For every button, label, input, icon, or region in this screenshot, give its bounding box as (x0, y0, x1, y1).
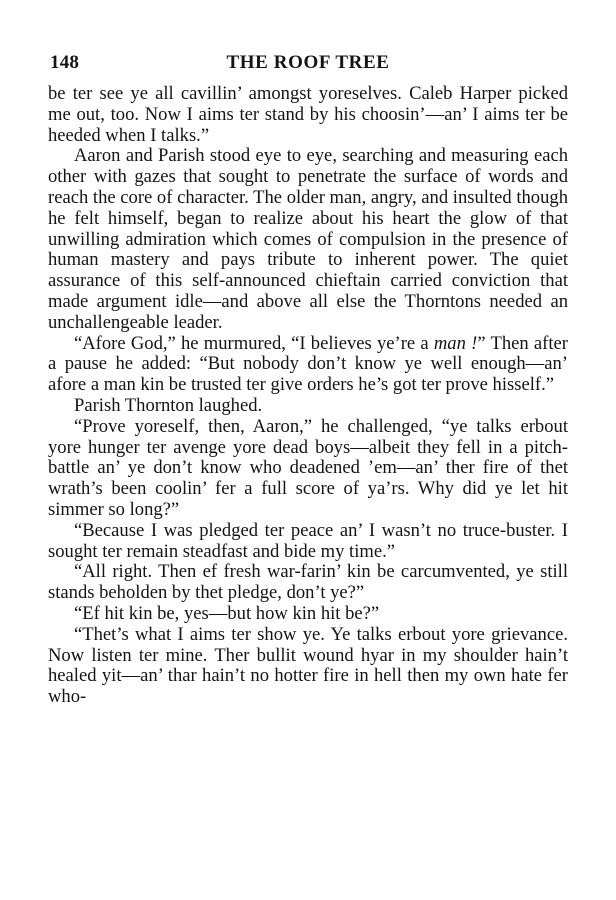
text-run: “Ef hit kin be, yes—but how kin hit be?” (74, 602, 380, 624)
text-run: “All right. Then ef fresh war-farin’ kin be carcumvented, ye still stands beholden by thet pledge, don’t ye?” (48, 561, 568, 604)
paragraph (48, 562, 568, 604)
paragraph (48, 521, 568, 563)
text-run: “Because I was pledged ter peace an’ I wasn’t no truce-buster. I sought ter remain steadfast and bide my time.” (48, 519, 568, 562)
paragraph (48, 625, 568, 708)
paragraph (48, 84, 568, 146)
page-number: 148 (50, 52, 80, 73)
paragraph (48, 417, 568, 521)
italic-text-run: man ! (433, 332, 478, 354)
text-run: “Prove yoreself, then, Aaron,” he challenged, “ye talks erbout yore hunger ter avenge yore dead boys—albeit they fell in a pitch-battle an’ ye don’t know who deadened ’em—an’ ther fire of thet wrath’s been coolin’ fer a full score of ya’rs. Why did ye let hit simmer so long?” (48, 415, 568, 520)
book-page (48, 52, 568, 708)
running-head (48, 52, 568, 78)
paragraph (48, 604, 568, 625)
text-run: Aaron and Parish stood eye to eye, searching and measuring each other with gazes that sought to penetrate the surface of words and reach the core of character. The older man, angry, and insulted though he felt himself, began to realize about his heart the glow of that unwilling admiration which comes of compulsion in the presence of human mastery and pays tribute to inherent power. The quiet assurance of this self-announced chieftain carried conviction that made argument idle—and above all else the Thorntons needed an unchallengeable leader. (48, 145, 568, 333)
book-title: THE ROOF TREE (226, 52, 390, 73)
text-run: be ter see ye all cavillin’ amongst yoreselves. Caleb Harper picked me out, too. Now I aims ter stand by his choosin’—an’ I aims ter be heeded when I talks.” (48, 83, 568, 146)
paragraph (48, 396, 568, 417)
text-run: Parish Thornton laughed. (74, 394, 263, 416)
text-run: “Afore God,” he murmured, “I believes ye’re a (74, 332, 434, 354)
body-text (48, 84, 568, 708)
text-run: “Thet’s what I aims ter show ye. Ye talks erbout yore grievance. Now listen ter mine. Ther bullit wound hyar in my shoulder hain’t healed yit—an’ thar hain’t no hotter fire in hell then my own hate fer who- (48, 623, 568, 708)
paragraph (48, 146, 568, 333)
text-run: ” Then after a pause he added: “But nobody don’t know ye well enough—an’ afore a man kin be trusted ter give orders he’s got ter prove hisself.” (48, 332, 568, 396)
paragraph (48, 334, 568, 396)
